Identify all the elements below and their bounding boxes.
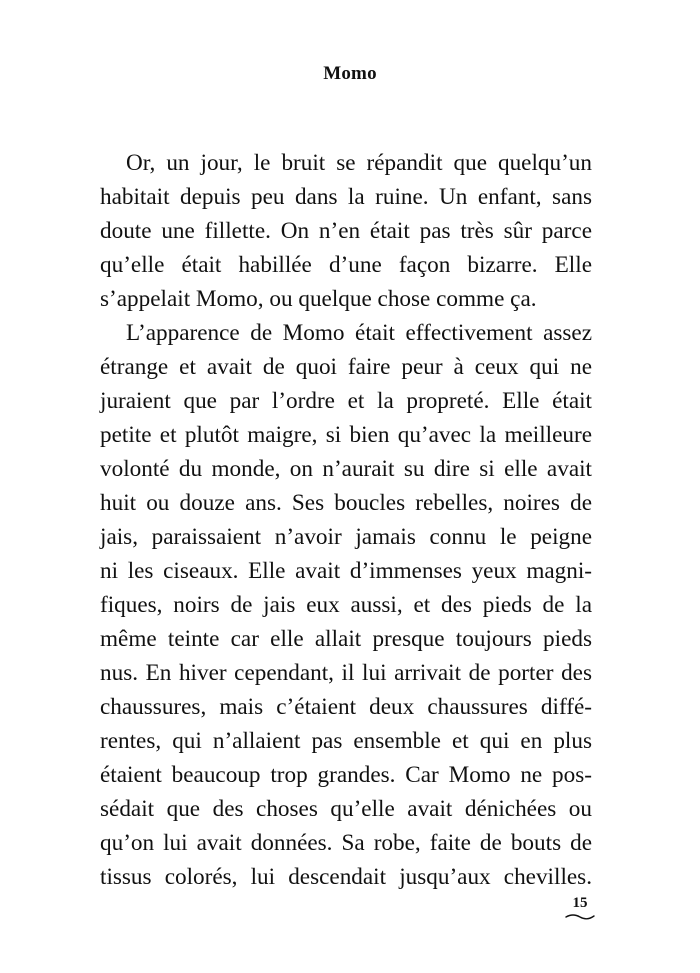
body-text (100, 146, 592, 894)
text-line: juraient que par l’ordre et la propreté. Elle était (100, 388, 592, 414)
text-line: L’apparence de Momo était effectivement assez (126, 320, 592, 346)
text-line: habitait depuis peu dans la ruine. Un enfant, sans (100, 184, 592, 210)
running-head: Momo (323, 63, 377, 84)
text-line: Or, un jour, le bruit se répandit que quelqu’un (126, 150, 592, 176)
text-line: étrange et avait de quoi faire peur à ceux qui ne (100, 354, 592, 380)
text-line: même teinte car elle allait presque toujours pieds (100, 626, 592, 652)
text-line: ni les ciseaux. Elle avait d’immenses yeux magni- (100, 558, 592, 584)
text-line: qu’elle était habillée d’une façon bizarre. Elle (100, 252, 592, 278)
paragraph-1 (100, 146, 592, 316)
page-number: 15 (572, 895, 588, 911)
text-line: étaient beaucoup trop grandes. Car Momo ne pos- (100, 762, 592, 788)
text-line: chaussures, mais c’étaient deux chaussures diffé- (100, 694, 592, 720)
text-line: s’appelait Momo, ou quelque chose comme ça. (100, 286, 537, 312)
text-line: tissus colorés, lui descendait jusqu’aux chevilles. (100, 864, 592, 890)
text-line: nus. En hiver cependant, il lui arrivait de porter des (100, 660, 592, 686)
paragraph-2 (100, 316, 592, 894)
text-line: qu’on lui avait données. Sa robe, faite de bouts de (100, 830, 592, 856)
text-line: petite et plutôt maigre, si bien qu’avec la meilleure (100, 422, 592, 448)
text-line: doute une fillette. On n’en était pas très sûr parce (100, 218, 592, 244)
text-line: rentes, qui n’allaient pas ensemble et qui en plus (100, 728, 592, 754)
text-line: jais, paraissaient n’avoir jamais connu le peigne (100, 524, 592, 550)
text-line: volonté du monde, on n’aurait su dire si elle avait (100, 456, 592, 482)
text-line: sédait que des choses qu’elle avait dénichées ou (100, 796, 592, 822)
text-line: huit ou douze ans. Ses boucles rebelles, noires de (100, 490, 592, 516)
tilde-ornament-icon (565, 912, 595, 920)
text-line: fiques, noirs de jais eux aussi, et des pieds de la (100, 592, 592, 618)
